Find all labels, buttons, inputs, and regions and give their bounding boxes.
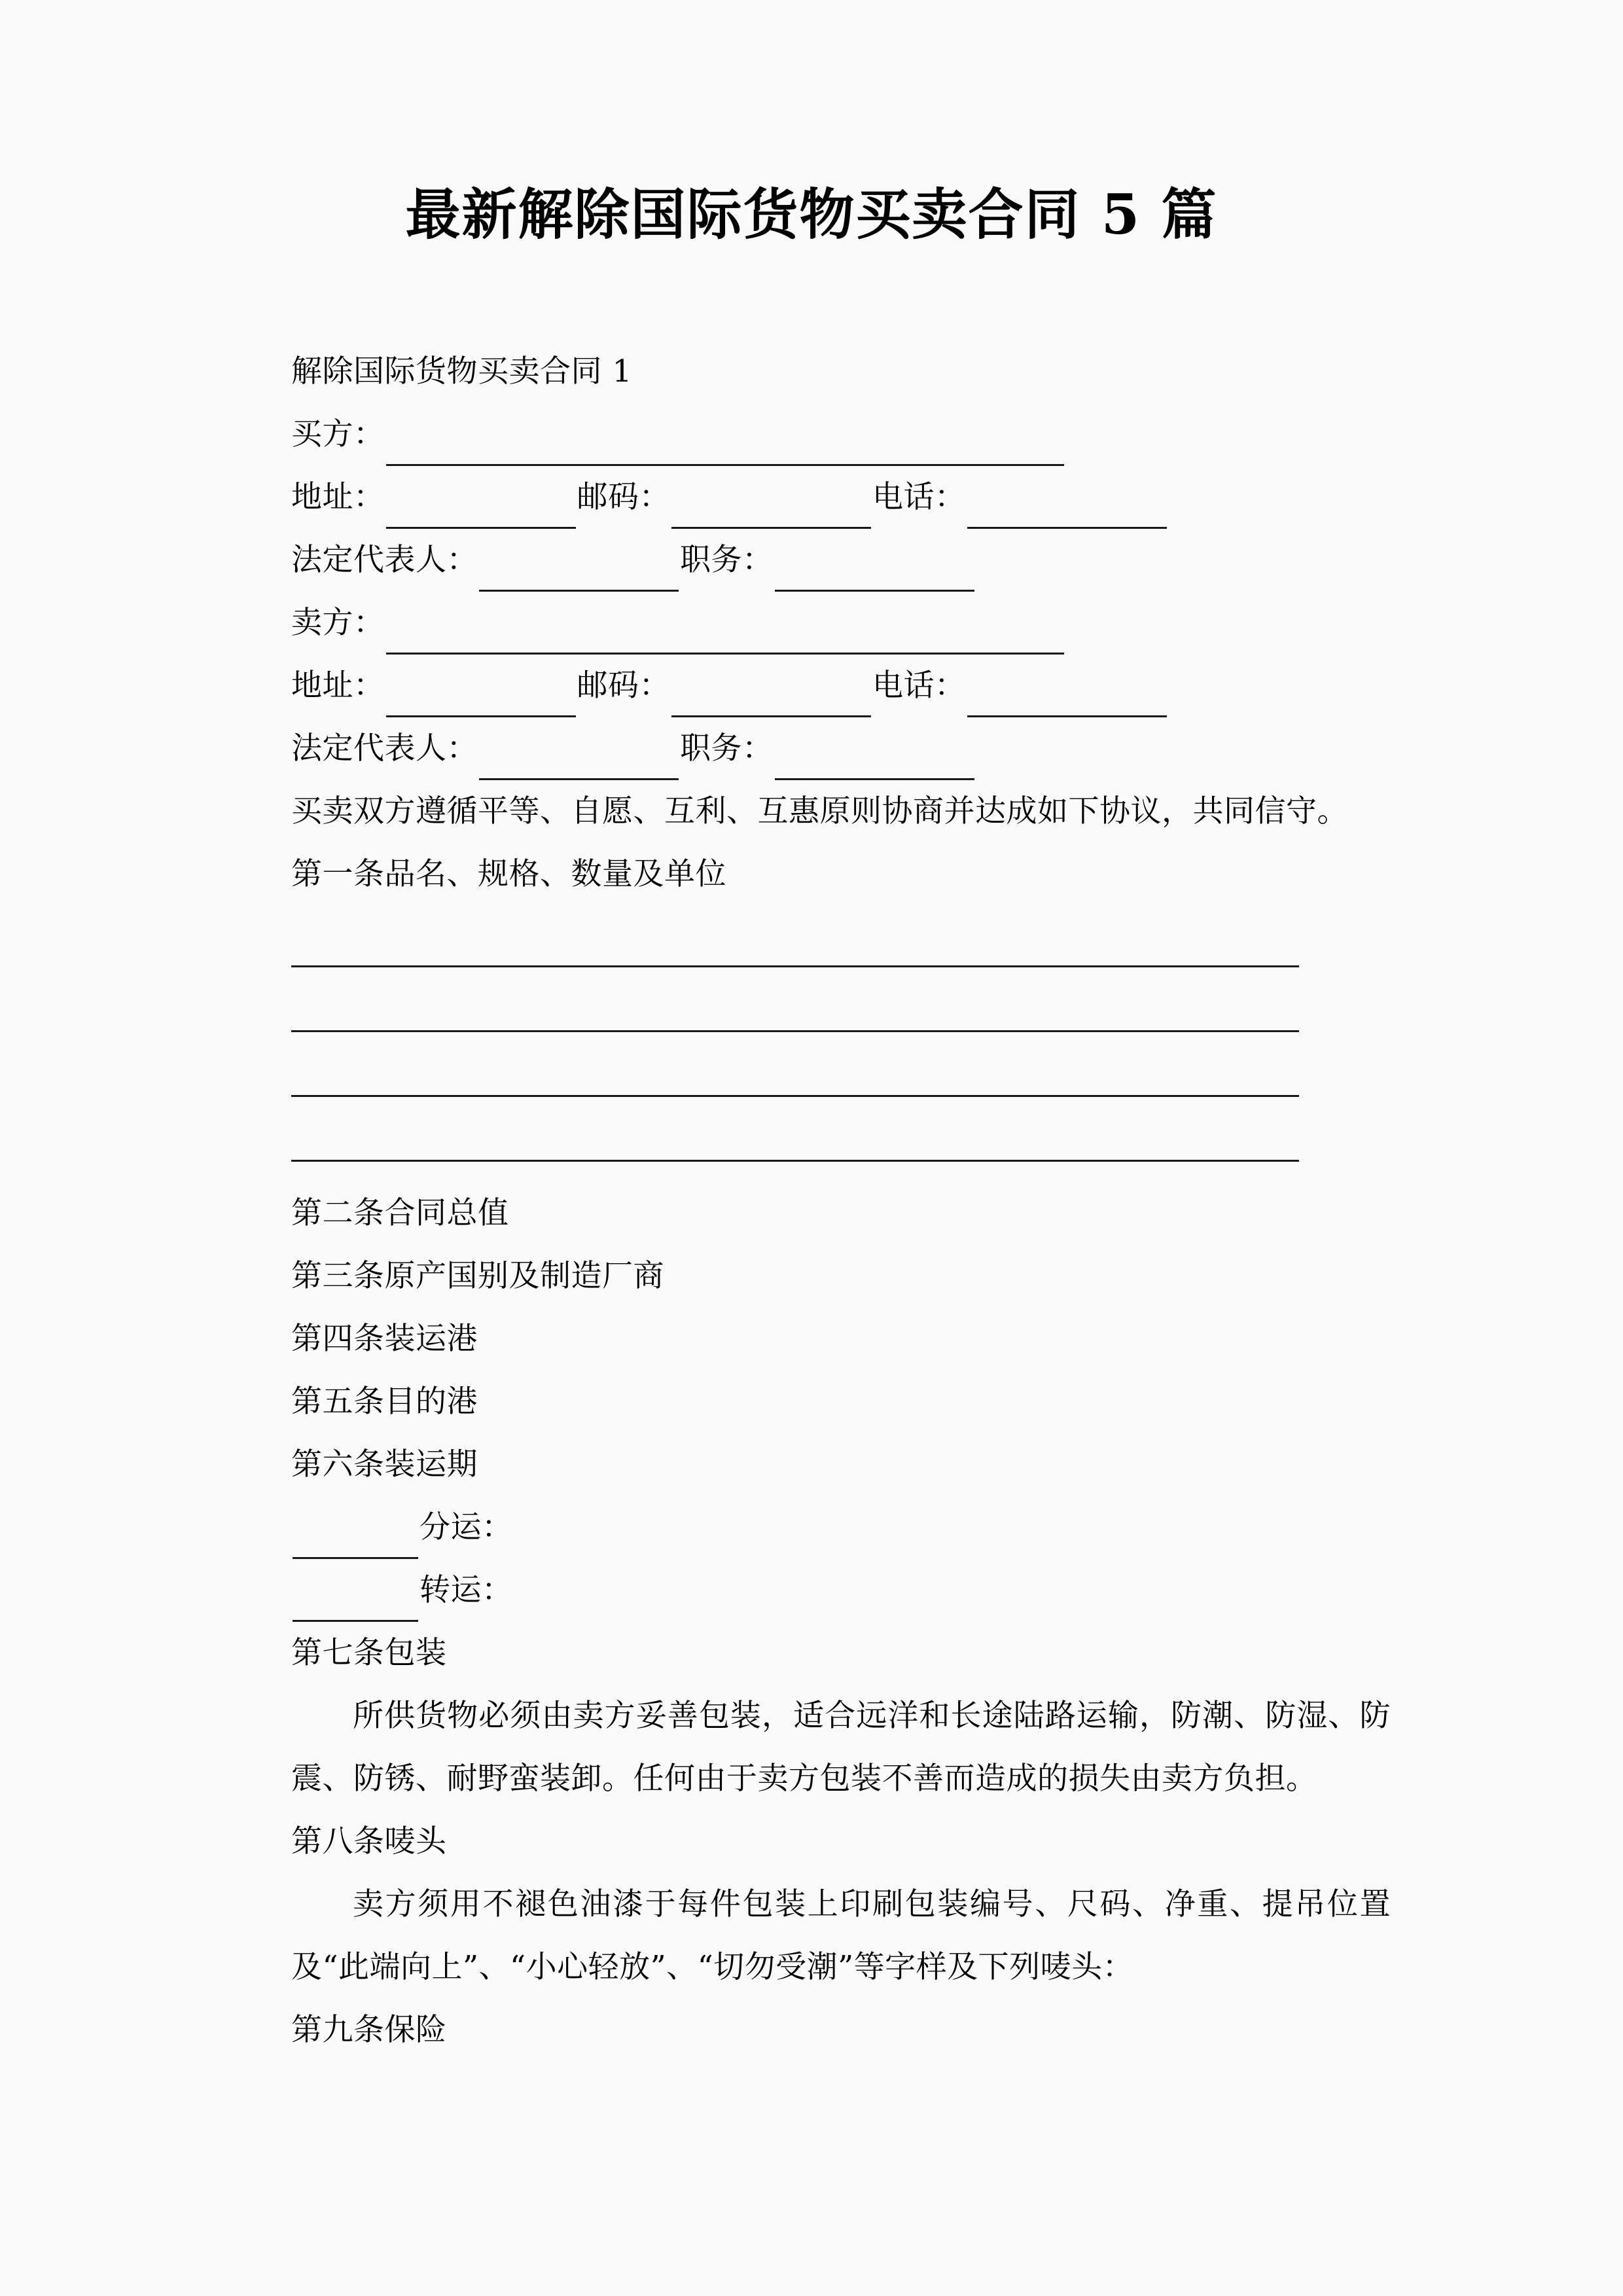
seller-address-row [291, 655, 1391, 717]
article-3-heading: 第三条原产国别及制造厂商 [291, 1258, 664, 1294]
seller-legal-rep-field[interactable] [479, 751, 679, 780]
buyer-phone-label: 电话： [872, 479, 966, 515]
buyer-position-field[interactable] [775, 562, 974, 592]
transshipment-row [291, 1559, 1391, 1622]
article-1-blank-lines [291, 933, 1299, 1162]
blank-line[interactable] [291, 1032, 1299, 1097]
article-8-body: 卖方须用不褪色油漆于每件包装上印刷包装编号、尺码、净重、提吊位置及“此端向上”、“小心轻放”、“切勿受潮”等字样及下列唛头： [291, 1886, 1391, 1985]
buyer-address-label: 地址： [291, 479, 385, 515]
buyer-legal-rep-row [291, 529, 1391, 592]
article-7-body: 所供货物必须由卖方妥善包装，适合远洋和长途陆路运输，防潮、防湿、防震、防锈、耐野蛮装卸。任何由于卖方包装不善而造成的损失由卖方负担。 [291, 1698, 1391, 1797]
transshipment-field[interactable] [293, 1592, 418, 1622]
seller-address-field[interactable] [386, 688, 576, 717]
seller-legal-rep-row [291, 717, 1391, 780]
buyer-legal-rep-field[interactable] [479, 562, 679, 592]
article-2-heading: 第二条合同总值 [291, 1195, 509, 1231]
buyer-position-label: 职务： [680, 542, 774, 578]
seller-postcode-label: 邮码： [577, 668, 670, 704]
seller-name-field[interactable] [386, 625, 1064, 655]
preamble-text: 买卖双方遵循平等、自愿、互利、互惠原则协商并达成如下协议，共同信守。 [291, 793, 1348, 829]
buyer-address-row [291, 466, 1391, 529]
blank-line[interactable] [291, 967, 1299, 1032]
page-title: 最新解除国际货物买卖合同 5 篇 [405, 182, 1218, 247]
blank-line[interactable] [291, 933, 1299, 967]
article-6-heading: 第六条装运期 [291, 1446, 478, 1482]
partial-shipment-row [291, 1496, 1391, 1559]
buyer-name-row [291, 403, 1391, 466]
article-5-heading: 第五条目的港 [291, 1384, 478, 1420]
buyer-name-field[interactable] [386, 437, 1064, 466]
article-1-heading: 第一条品名、规格、数量及单位 [291, 856, 726, 892]
buyer-phone-field[interactable] [967, 499, 1167, 529]
buyer-label: 买方： [291, 416, 385, 452]
seller-label: 卖方： [291, 605, 385, 641]
seller-legal-rep-label: 法定代表人： [291, 730, 478, 766]
seller-position-field[interactable] [775, 751, 974, 780]
document-body [291, 340, 1391, 2062]
seller-position-label: 职务： [680, 730, 774, 766]
seller-name-row [291, 592, 1391, 655]
partial-shipment-field[interactable] [293, 1530, 418, 1559]
article-7-heading: 第七条包装 [291, 1635, 447, 1671]
partial-shipment-label: 分运： [419, 1509, 513, 1545]
article-8-heading: 第八条唛头 [291, 1823, 447, 1859]
buyer-postcode-field[interactable] [671, 499, 871, 529]
seller-postcode-field[interactable] [671, 688, 871, 717]
buyer-postcode-label: 邮码： [577, 479, 670, 515]
buyer-address-field[interactable] [386, 499, 576, 529]
buyer-legal-rep-label: 法定代表人： [291, 542, 478, 578]
section-heading: 解除国际货物买卖合同 1 [291, 353, 632, 389]
transshipment-label: 转运： [419, 1572, 513, 1608]
article-4-heading: 第四条装运港 [291, 1321, 478, 1357]
seller-phone-label: 电话： [872, 668, 966, 704]
article-9-heading: 第九条保险 [291, 2012, 447, 2048]
seller-phone-field[interactable] [967, 688, 1167, 717]
blank-line[interactable] [291, 1097, 1299, 1162]
seller-address-label: 地址： [291, 668, 385, 704]
